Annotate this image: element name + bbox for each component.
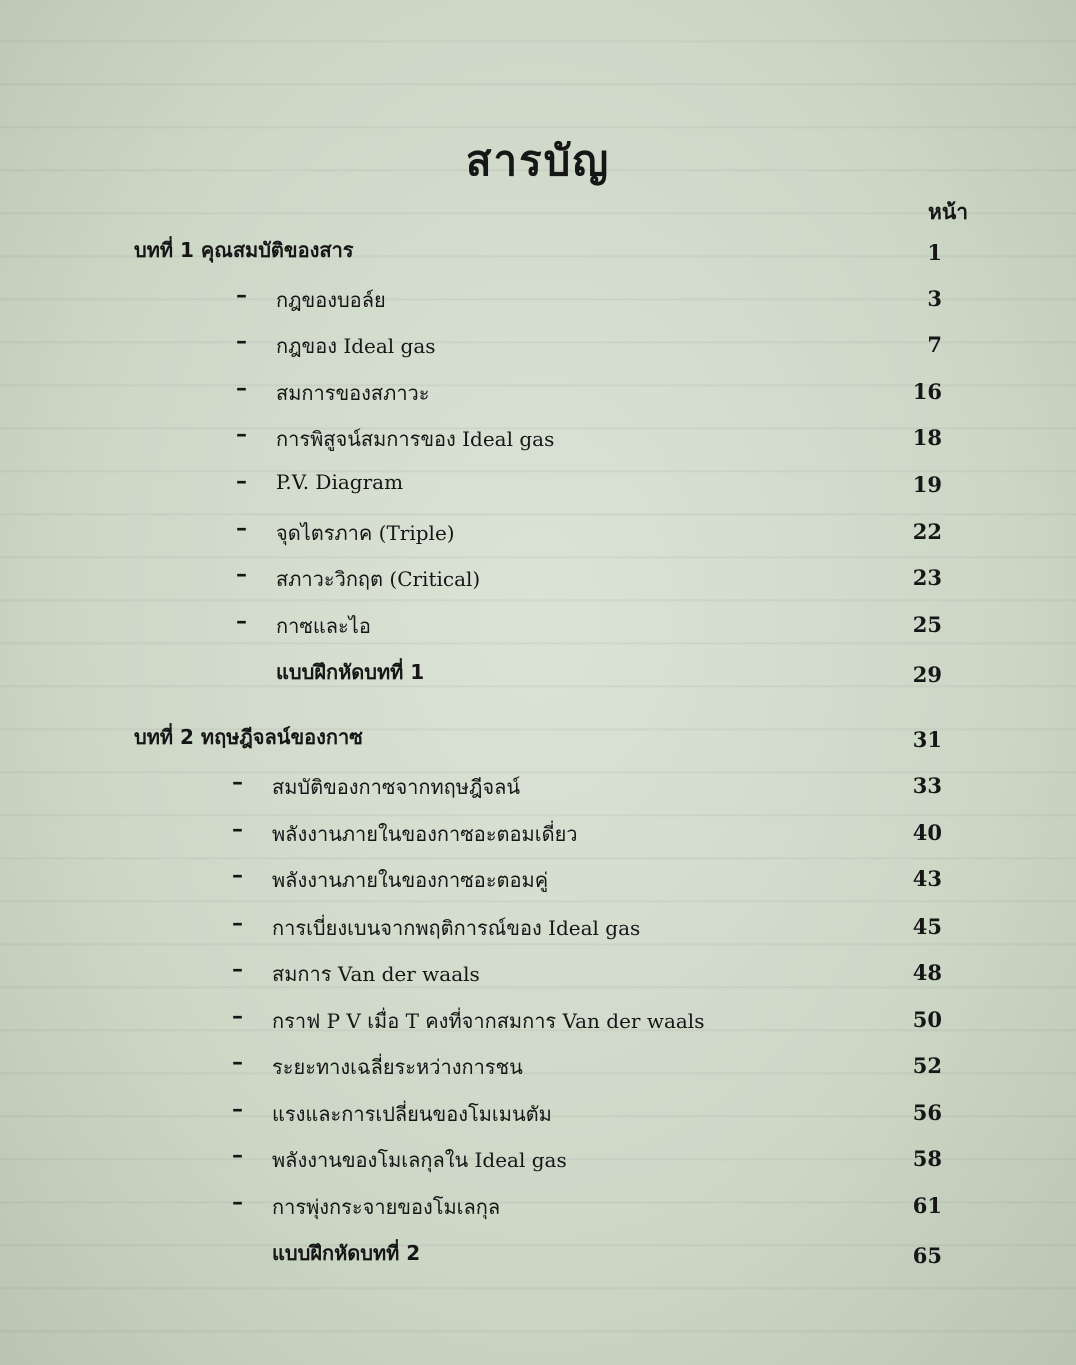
toc-entry	[0, 1191, 1076, 1225]
entry-page-number: 16	[912, 379, 942, 404]
entry-dash: –	[236, 561, 247, 587]
entry-title: แรงและการเปลี่ยนของโมเมนตัม	[272, 1102, 552, 1126]
toc-entry	[0, 517, 1076, 551]
chapter-page-number: 1	[927, 240, 942, 265]
entry-dash: –	[232, 1189, 243, 1215]
toc-entry	[0, 1051, 1076, 1085]
exercise-entry	[0, 1237, 1076, 1271]
entry-dash: –	[232, 1142, 243, 1168]
toc-entry	[0, 1005, 1076, 1039]
entry-dash: –	[232, 862, 243, 888]
entry-title: กฎของ Ideal gas	[276, 334, 436, 358]
entry-page-number: 25	[912, 612, 942, 637]
chapter-label: บทที่ 2 ทฤษฎีจลน์ของกาซ	[134, 725, 363, 749]
toc-entry	[0, 423, 1076, 457]
entry-page-number: 43	[912, 866, 942, 891]
entry-title: กฎของบอล์ย	[276, 288, 386, 312]
entry-title: กราฟ P V เมื่อ T คงที่จากสมการ Van der waals	[272, 1009, 705, 1033]
entry-title: พลังงานของโมเลกุลใน Ideal gas	[272, 1148, 567, 1172]
entry-dash: –	[236, 608, 247, 634]
chapter-page-number: 31	[912, 727, 942, 752]
entry-page-number: 61	[912, 1193, 942, 1218]
entry-page-number: 3	[927, 286, 942, 311]
toc-entry	[0, 377, 1076, 411]
chapter-heading	[0, 234, 1076, 268]
entry-page-number: 40	[912, 820, 942, 845]
toc-entry	[0, 912, 1076, 946]
toc-entry	[0, 284, 1076, 318]
exercise-page-number: 29	[912, 662, 942, 687]
entry-page-number: 7	[927, 332, 942, 357]
entry-title: กาซและไอ	[276, 614, 371, 638]
toc-entry	[0, 563, 1076, 597]
toc-entry	[0, 610, 1076, 644]
exercise-entry	[0, 656, 1076, 690]
entry-title: สภาวะวิกฤต (Critical)	[276, 567, 481, 591]
entry-dash: –	[236, 328, 247, 354]
entry-title: สมการ Van der waals	[272, 962, 480, 986]
toc-entry	[0, 771, 1076, 805]
entry-page-number: 50	[912, 1007, 942, 1032]
entry-title: การพิสูจน์สมการของ Ideal gas	[276, 427, 555, 451]
toc-entry	[0, 958, 1076, 992]
entry-dash: –	[232, 956, 243, 982]
entry-dash: –	[232, 1003, 243, 1029]
entry-dash: –	[232, 769, 243, 795]
page-title: สารบัญ	[465, 136, 611, 185]
entry-page-number: 18	[912, 425, 942, 450]
toc-entry	[0, 864, 1076, 898]
toc-entry	[0, 818, 1076, 852]
entry-dash: –	[232, 1096, 243, 1122]
exercise-title: แบบฝึกหัดบทที่ 2	[272, 1241, 421, 1265]
toc-entry	[0, 330, 1076, 364]
entry-page-number: 23	[912, 565, 942, 590]
exercise-page-number: 65	[912, 1243, 942, 1268]
entry-dash: –	[236, 421, 247, 447]
entry-dash: –	[232, 816, 243, 842]
toc-entry	[0, 1098, 1076, 1132]
entry-page-number: 56	[912, 1100, 942, 1125]
page-column-header: หน้า	[928, 200, 968, 224]
exercise-title: แบบฝึกหัดบทที่ 1	[276, 660, 425, 684]
entry-page-number: 58	[912, 1146, 942, 1171]
entry-title: จุดไตรภาค (Triple)	[276, 521, 455, 545]
toc-entry	[0, 1144, 1076, 1178]
entry-title: P.V. Diagram	[276, 470, 404, 494]
entry-page-number: 33	[912, 773, 942, 798]
entry-dash: –	[236, 515, 247, 541]
entry-page-number: 19	[912, 472, 942, 497]
entry-title: การเบี่ยงเบนจากพฤติการณ์ของ Ideal gas	[272, 916, 641, 940]
entry-title: สมการของสภาวะ	[276, 381, 430, 405]
entry-dash: –	[236, 282, 247, 308]
entry-page-number: 48	[912, 960, 942, 985]
entry-title: สมบัติของกาซจากทฤษฎีจลน์	[272, 775, 521, 799]
toc-entry	[0, 470, 1076, 504]
entry-title: พลังงานภายในของกาซอะตอมเดี่ยว	[272, 822, 578, 846]
entry-dash: –	[232, 910, 243, 936]
chapter-label: บทที่ 1 คุณสมบัติของสาร	[134, 238, 354, 262]
entry-page-number: 45	[912, 914, 942, 939]
chapter-heading	[0, 721, 1076, 755]
entry-title: พลังงานภายในของกาซอะตอมคู่	[272, 868, 549, 892]
entry-title: ระยะทางเฉลี่ยระหว่างการชน	[272, 1055, 523, 1079]
entry-dash: –	[232, 1049, 243, 1075]
entry-page-number: 22	[912, 519, 942, 544]
entry-dash: –	[236, 375, 247, 401]
entry-title: การพุ่งกระจายของโมเลกุล	[272, 1195, 501, 1219]
entry-page-number: 52	[912, 1053, 942, 1078]
entry-dash: –	[236, 468, 247, 494]
